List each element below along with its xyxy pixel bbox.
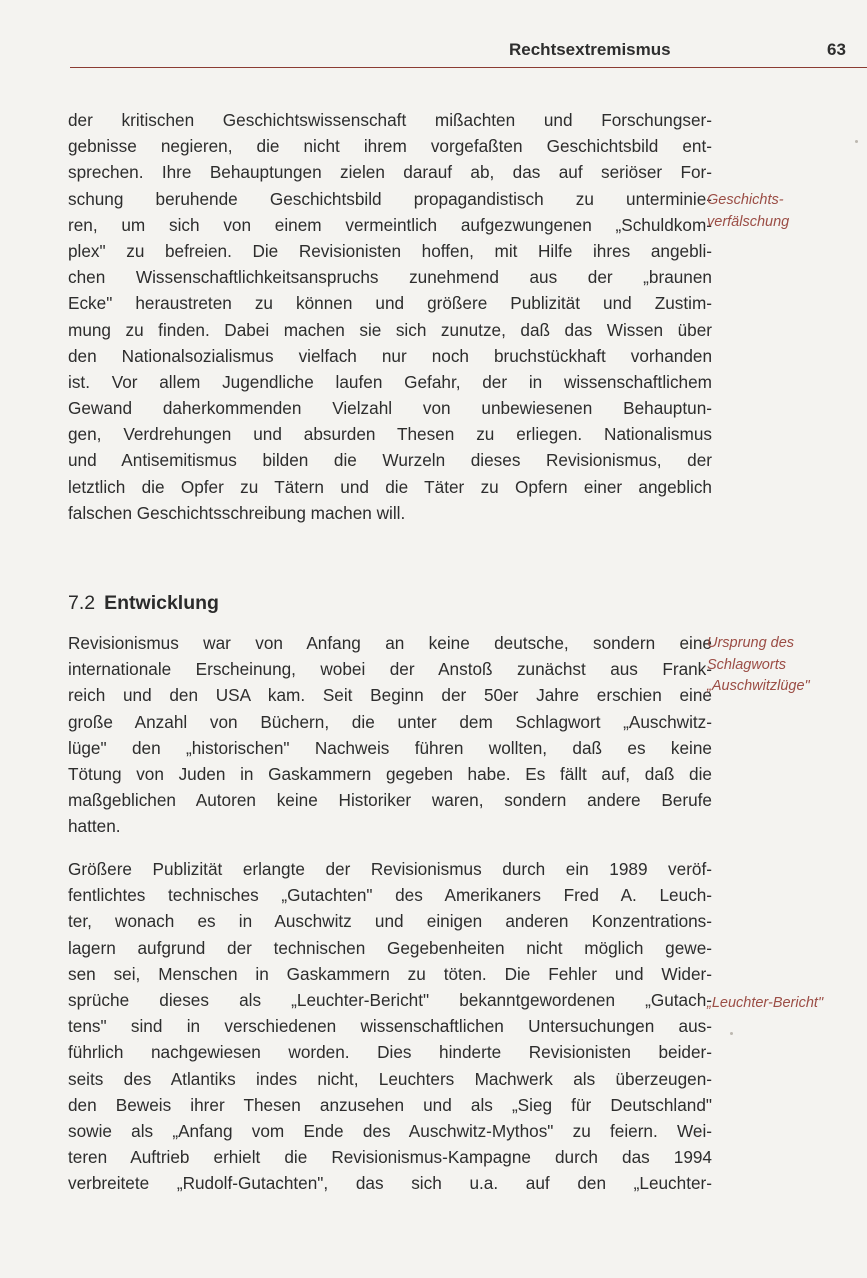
margin-note-geschichtsverfaelschung — [707, 190, 789, 233]
paragraph-intro — [68, 107, 712, 526]
margin-note-line: Schlagworts — [707, 656, 786, 673]
text-line: mung zu finden. Dabei machen sie sich zunutze, daß das Wissen über — [68, 319, 712, 340]
margin-note-ursprung — [707, 633, 810, 698]
section-number: 7.2 — [68, 592, 96, 614]
margin-note-line: Ursprung des — [707, 635, 795, 651]
text-line: hatten. — [68, 816, 121, 837]
text-line: sen sei, Menschen in Gaskammern zu töten. Die Fehler und Wider- — [68, 963, 712, 984]
text-line: ren, um sich von einem vermeintlich aufgezwungenen „Schuldkom- — [68, 214, 712, 235]
text-line: falschen Geschichtsschreibung machen will. — [68, 502, 406, 523]
text-line: lüge" den „historischen" Nachweis führen wollten, daß es keine — [68, 737, 712, 758]
text-line: fentlichtes technisches „Gutachten" des Amerikaners Fred A. Leuch- — [68, 885, 712, 906]
margin-note-leuchter-bericht — [707, 993, 823, 1015]
text-line: und Antisemitismus bilden die Wurzeln dieses Revisionismus, der — [68, 450, 712, 471]
text-line: letztlich die Opfer zu Tätern und die Täter zu Opfern einer angeblich — [68, 476, 712, 497]
margin-note-line: Geschichts- — [707, 192, 784, 208]
text-line: Revisionismus war von Anfang an keine deutsche, sondern eine — [68, 633, 712, 653]
text-line: schung beruhende Geschichtsbild propagandistisch zu unterminie- — [68, 188, 712, 209]
text-line: tens" sind in verschiedenen wissenschaftlichen Untersuchungen aus- — [68, 1016, 712, 1037]
paragraph-origin — [68, 630, 712, 840]
text-line: der kritischen Geschichtswissenschaft mißachten und Forschungser- — [68, 110, 712, 130]
text-line: den Beweis ihrer Thesen anzusehen und als „Sieg für Deutschland" — [68, 1094, 712, 1115]
text-line: teren Auftrieb erhielt die Revisionismus-Kampagne durch das 1994 — [68, 1147, 712, 1168]
text-line: verbreitete „Rudolf-Gutachten", das sich u.a. auf den „Leuchter- — [68, 1173, 712, 1194]
text-line: Größere Publizität erlangte der Revisionismus durch ein 1989 veröf- — [68, 859, 712, 879]
text-line: lagern aufgrund der technischen Gegebenheiten nicht möglich gewe- — [68, 937, 712, 958]
margin-note-line: „Auschwitzlüge" — [707, 678, 810, 694]
page-number: 63 — [827, 40, 846, 59]
text-line: sowie als „Anfang vom Ende des Auschwitz-Mythos" zu feiern. Wei- — [68, 1120, 712, 1141]
text-line: gen, Verdrehungen und absurden Thesen zu erliegen. Nationalismus — [68, 424, 712, 445]
text-line: Gewand daherkommenden Vielzahl von unbewiesenen Behauptun- — [68, 398, 712, 419]
margin-note-line: „Leuchter-Bericht" — [707, 995, 824, 1011]
header-divider — [70, 67, 867, 68]
text-line: chen Wissenschaftlichkeitsanspruchs zunehmend aus der „braunen — [68, 267, 712, 288]
scan-speck — [730, 1032, 733, 1035]
section-heading — [68, 592, 219, 615]
scan-speck — [855, 140, 858, 143]
text-line: plex" zu befreien. Die Revisionisten hoffen, mit Hilfe ihres angebli- — [68, 240, 712, 261]
margin-note-line: verfälschung — [707, 213, 790, 230]
text-line: Tötung von Juden in Gaskammern gegeben habe. Es fällt auf, daß die — [68, 763, 712, 784]
text-line: sprechen. Ihre Behauptungen zielen darauf ab, das auf seriöser For- — [68, 162, 712, 183]
text-line: sprüche dieses als „Leuchter-Bericht" bekanntgewordenen „Gutach- — [68, 989, 712, 1010]
text-line: führlich nachgewiesen worden. Dies hinderte Revisionisten beider- — [68, 1042, 712, 1063]
text-line: ist. Vor allem Jugendliche laufen Gefahr, der in wissenschaftlichem — [68, 371, 712, 392]
text-line: Ecke" heraustreten zu können und größere Publizität und Zustim- — [68, 293, 712, 314]
running-header-title: Rechtsextremismus — [509, 40, 671, 59]
text-line: den Nationalsozialismus vielfach nur noch bruchstückhaft vorhanden — [68, 345, 712, 366]
section-title: Entwicklung — [104, 592, 219, 614]
paragraph-leuchter — [68, 856, 712, 1196]
text-line: maßgeblichen Autoren keine Historiker waren, sondern andere Berufe — [68, 790, 712, 811]
text-line: große Anzahl von Büchern, die unter dem Schlagwort „Auschwitz- — [68, 711, 712, 732]
text-line: internationale Erscheinung, wobei der Anstoß zunächst aus Frank- — [68, 659, 712, 680]
text-line: gebnisse negieren, die nicht ihrem vorgefaßten Geschichtsbild ent- — [68, 136, 712, 157]
text-line: reich und den USA kam. Seit Beginn der 50er Jahre erschien eine — [68, 685, 712, 706]
text-line: ter, wonach es in Auschwitz und einigen anderen Konzentrations- — [68, 911, 712, 932]
text-line: seits des Atlantiks indes nicht, Leuchters Machwerk als überzeugen- — [68, 1068, 712, 1089]
